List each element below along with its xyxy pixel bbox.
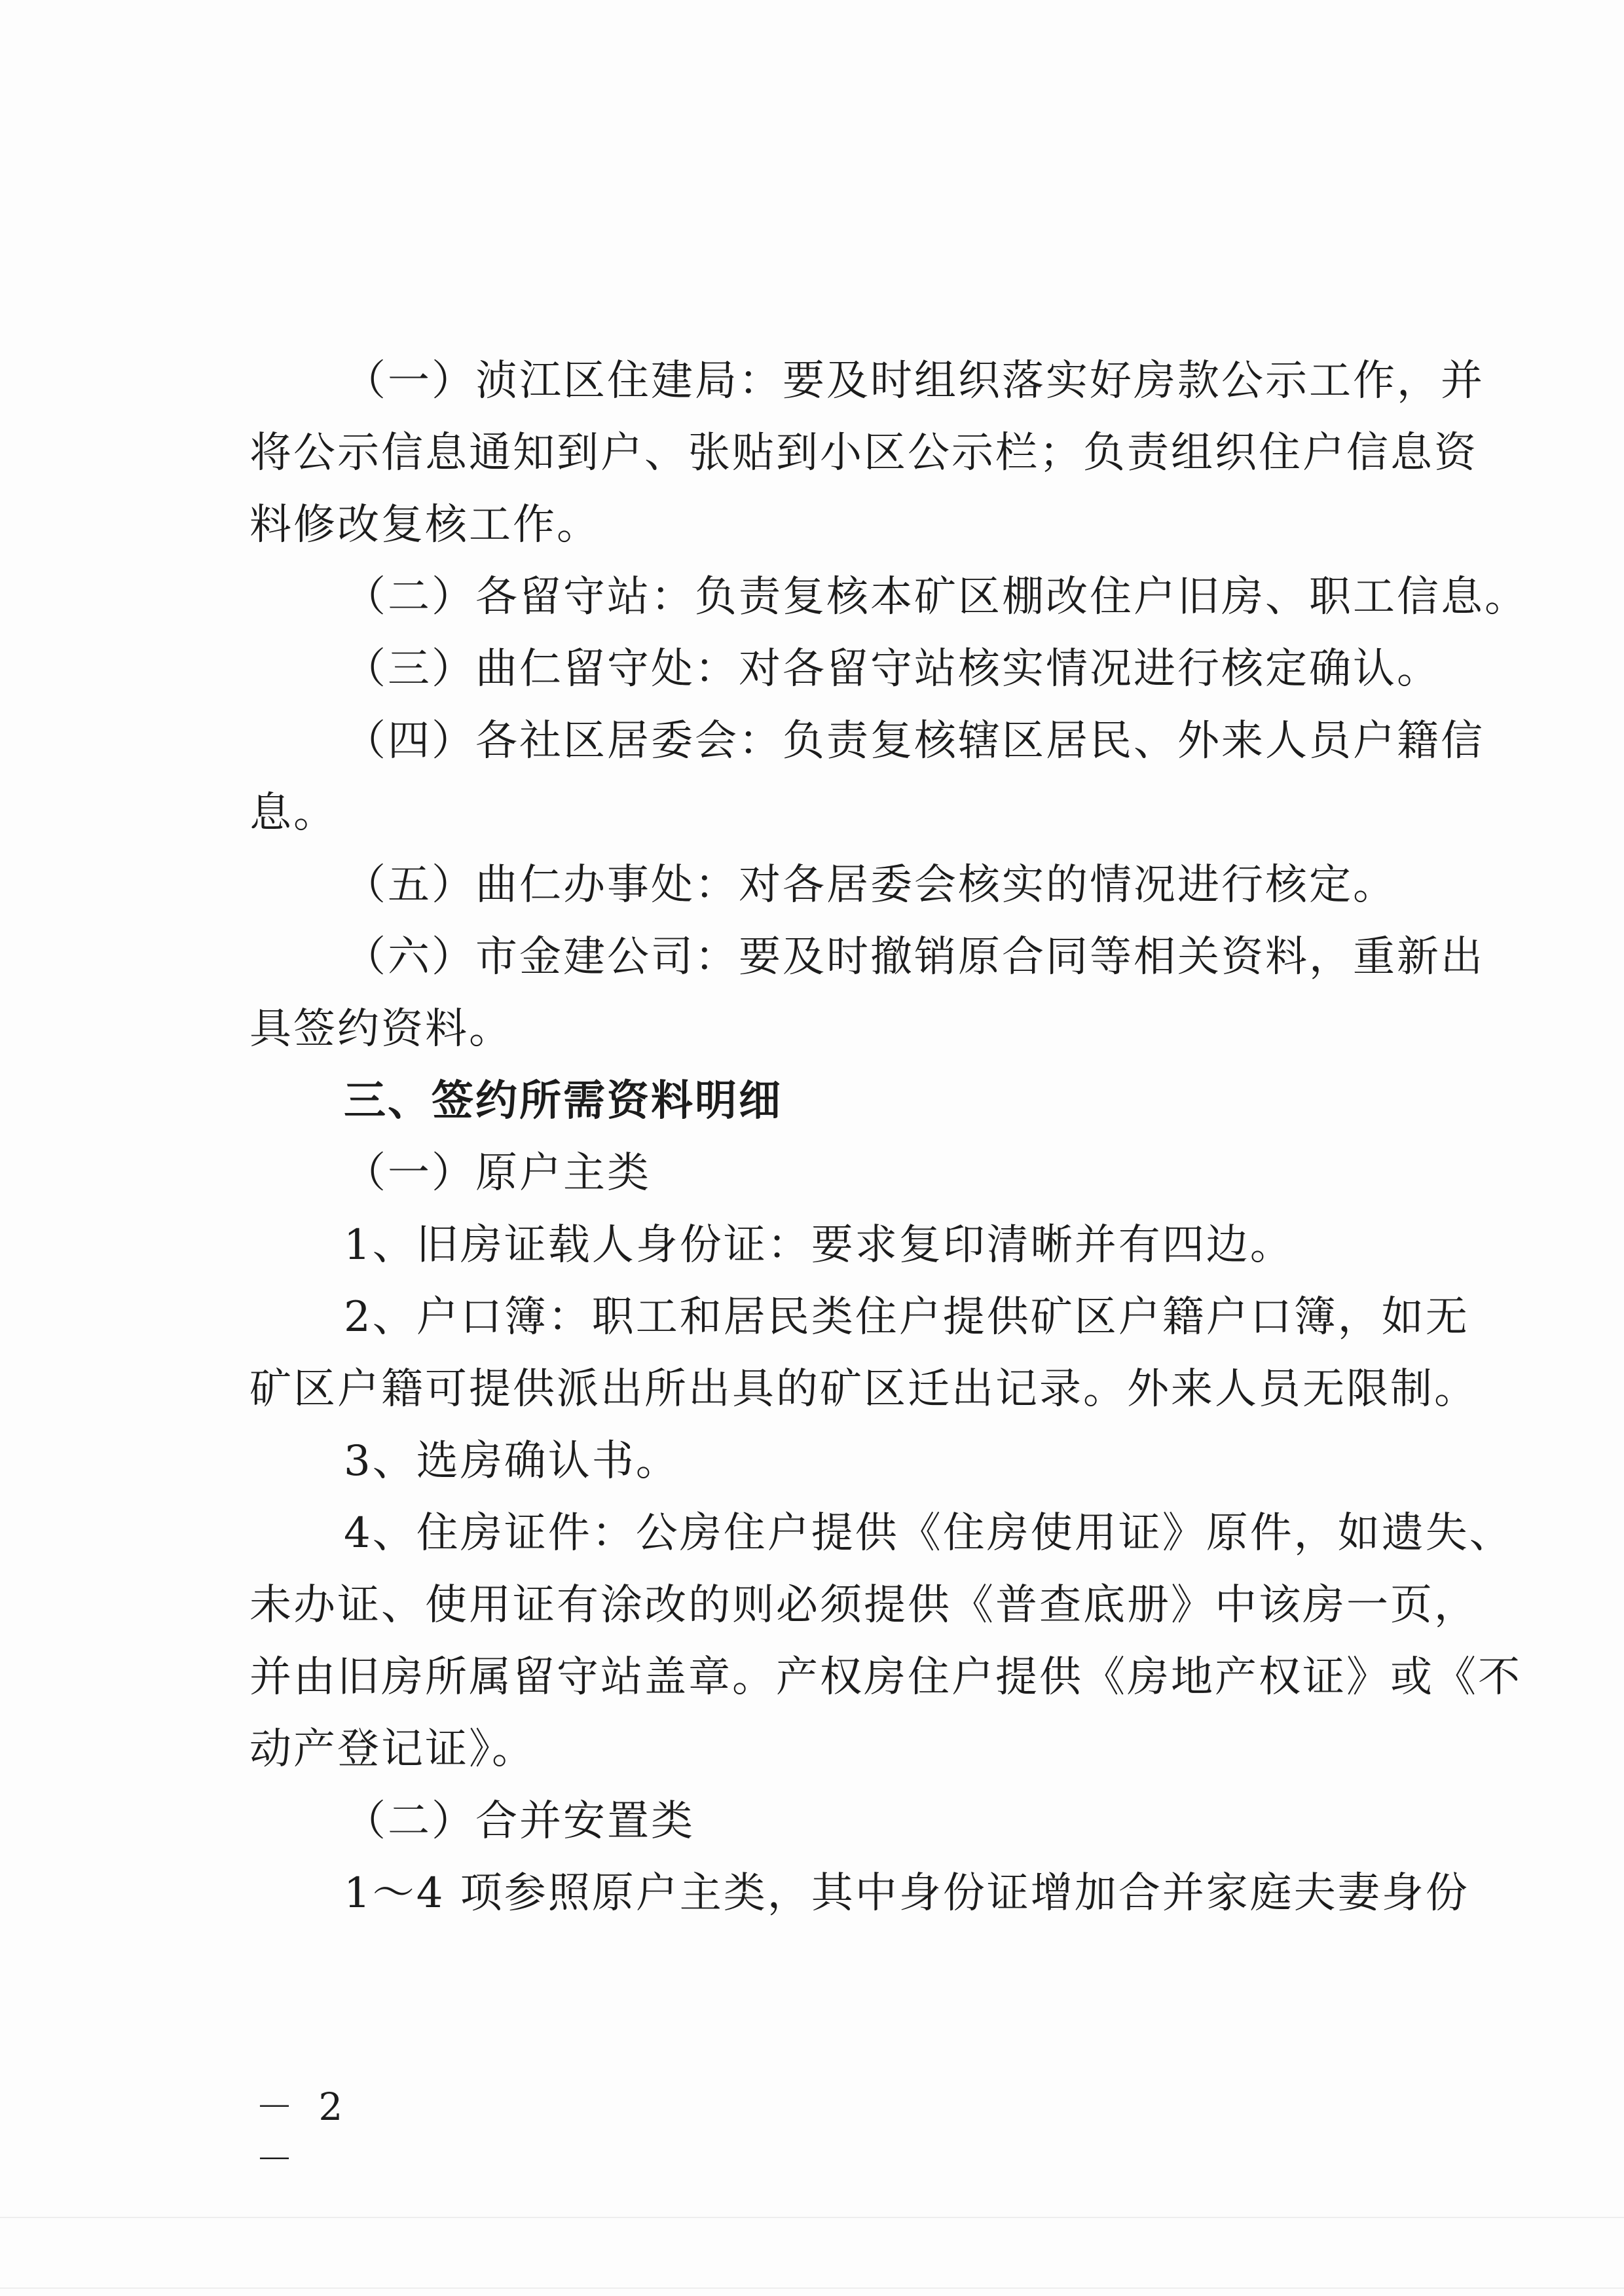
section-heading: 三、签约所需资料明细 <box>344 1077 783 1125</box>
paragraph-line: 息。 <box>249 789 337 837</box>
subsection-heading: （二）合并安置类 <box>344 1797 695 1846</box>
paragraph-line: 并由旧房所属留守站盖章。产权房住户提供《房地产权证》或《不 <box>249 1653 1522 1702</box>
paragraph-line: 1～4 项参照原户主类，其中身份证增加合并家庭夫妻身份 <box>344 1869 1469 1918</box>
paragraph-line: 将公示信息通知到户、张贴到小区公示栏；负责组织住户信息资 <box>249 429 1478 477</box>
scan-edge-line <box>0 2217 1624 2218</box>
paragraph-line: （二）各留守站：负责复核本矿区棚改住户旧房、职工信息。 <box>344 573 1528 621</box>
paragraph-line: 动产登记证》。 <box>249 1725 536 1774</box>
paragraph-line: 3、选房确认书。 <box>344 1437 680 1485</box>
scan-edge-line <box>0 2287 1624 2289</box>
paragraph-line: （一）浈江区住建局：要及时组织落实好房款公示工作，并 <box>344 357 1485 405</box>
paragraph-line: 未办证、使用证有涂改的则必须提供《普查底册》中该房一页， <box>249 1581 1478 1630</box>
paragraph-line: （三）曲仁留守处：对各留守站核实情况进行核定确认。 <box>344 645 1441 693</box>
paragraph-line: （五）曲仁办事处：对各居委会核实的情况进行核定。 <box>344 861 1397 909</box>
paragraph-line: 料修改复核工作。 <box>249 501 600 549</box>
paragraph-line: 2、户口簿：职工和居民类住户提供矿区户籍户口簿，如无 <box>344 1293 1469 1341</box>
subsection-heading: （一）原户主类 <box>344 1149 651 1197</box>
paragraph-line: 4、住房证件：公房住户提供《住房使用证》原件，如遗失、 <box>344 1509 1513 1558</box>
page-number: － 2 － <box>255 2085 350 2181</box>
paragraph-line: 具签约资料。 <box>249 1005 513 1053</box>
paragraph-line: 矿区户籍可提供派出所出具的矿区迁出记录。外来人员无限制。 <box>249 1365 1478 1413</box>
paragraph-line: （四）各社区居委会：负责复核辖区居民、外来人员户籍信 <box>344 717 1485 765</box>
paragraph-line: （六）市金建公司：要及时撤销原合同等相关资料，重新出 <box>344 933 1485 981</box>
paragraph-line: 1、旧房证载人身份证：要求复印清晰并有四边。 <box>344 1221 1294 1269</box>
